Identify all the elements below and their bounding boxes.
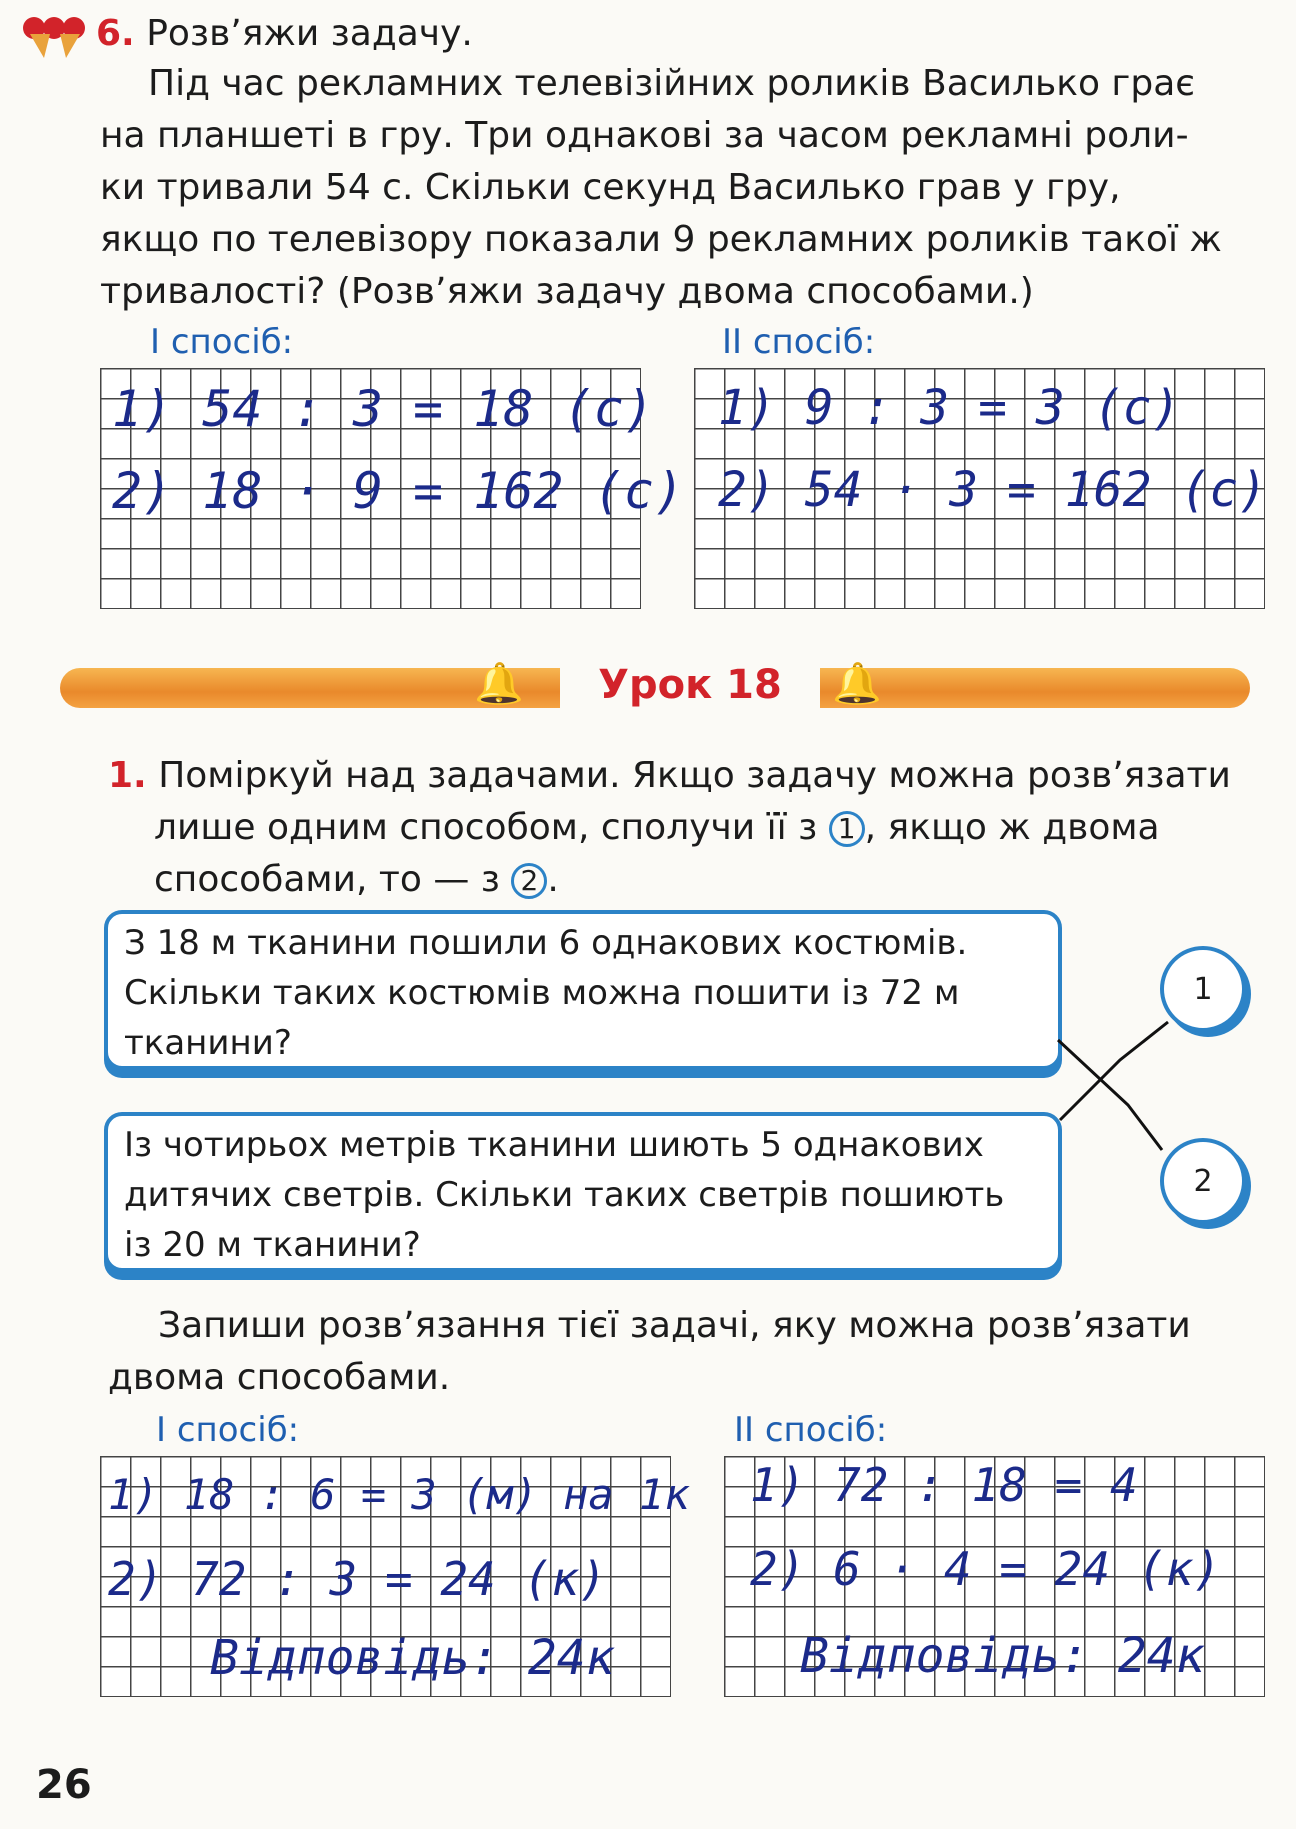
task6-way1-label: І спосіб: [150,322,294,362]
task6-line-4: якщо по телевізору показали 9 рекламних роликів такої ж [100,219,1222,260]
lesson-title: Урок 18 [560,650,820,720]
task1-intro-line-2b: , якщо ж двома [864,807,1160,848]
task1-way2-step1: 1) 72 : 18 = 4 [750,1458,1138,1512]
problem-box-b[interactable] [104,1112,1062,1272]
task6-way1-step2: 2) 18 · 9 = 162 (с) [112,462,684,520]
task1-way1-answer: Відповідь: 24к [210,1630,615,1686]
connection-lines [1050,1000,1180,1160]
task6-number: 6. [96,13,135,54]
task6-line-3: ки тривали 54 с. Скільки секунд Василько грав у гру, [100,167,1121,208]
task1-way2-step2: 2) 6 · 4 = 24 (к) [750,1542,1221,1596]
task1-way1-step2: 2) 72 : 3 = 24 (к) [108,1552,607,1606]
task1-intro-line-1: Поміркуй над задачами. Якщо задачу можна розв’язати [158,755,1231,796]
task6-way2-label: ІІ спосіб: [722,322,876,362]
task6-way1-step1: 1) 54 : 3 = 18 (с) [112,380,654,438]
task1-way2-label: ІІ спосіб: [734,1410,888,1450]
task1-way1-label: І спосіб: [156,1410,300,1450]
task6-line-5: тривалості? (Розв’яжи задачу двома способами.) [100,271,1034,312]
task6-heading: Розв’яжи задачу. [146,13,473,54]
problem-b-line-3: із 20 м тканини? [124,1225,421,1265]
problem-box-a[interactable] [104,910,1062,1070]
problem-b-line-2: дитячих светрів. Скільки таких светрів пошиють [124,1175,1005,1215]
answer-circle-1[interactable]: 1 [1160,946,1246,1032]
task6-text [100,58,1260,318]
task6-way2-step1: 1) 9 : 3 = 3 (с) [718,380,1181,436]
task6-badge-icon [20,14,90,62]
task1-intro: 1. Поміркуй над задачами. Якщо задачу можна розв’язати лише одним способом, сполучи її з 1 , якщо ж двома способами, то — з 2 . [108,755,1231,900]
bell-icon: 🔔 [474,661,524,707]
problem-a-line-3: тканини? [124,1023,292,1063]
task1-way1-step1: 1) 18 : 6 = 3 (м) на 1к [108,1470,690,1519]
task6-title [96,8,473,60]
task1-intro-line-3: способами, то — з [154,859,500,900]
task6-way2-step2: 2) 54 · 3 = 162 (с) [718,462,1268,518]
task1-intro-line-2: лише одним способом, сполучи її з [154,807,818,848]
write-instruction [108,1300,1258,1404]
task1-number: 1. [108,755,147,796]
task1-way2-answer: Відповідь: 24к [800,1628,1205,1684]
problem-a-line-2: Скільки таких костюмів можна пошити із 72 м [124,973,960,1013]
circle-two-icon: 2 [511,863,547,899]
bell-icon: 🔔 [832,661,882,707]
answer-circle-2[interactable]: 2 [1160,1138,1246,1224]
task6-line-1: Під час рекламних телевізійних роликів Василько грає [148,63,1196,104]
problem-a-line-1: З 18 м тканини пошили 6 однакових костюмів. [124,923,968,963]
write-line-1: Запиши розв’язання тієї задачі, яку можна розв’язати [158,1305,1191,1346]
page-number: 26 [36,1762,92,1808]
circle-one-icon: 1 [829,811,865,847]
write-line-2: двома способами. [108,1357,451,1398]
task6-line-2: на планшеті в гру. Три однакові за часом рекламні роли- [100,115,1189,156]
problem-b-line-1: Із чотирьох метрів тканини шиють 5 однакових [124,1125,984,1165]
